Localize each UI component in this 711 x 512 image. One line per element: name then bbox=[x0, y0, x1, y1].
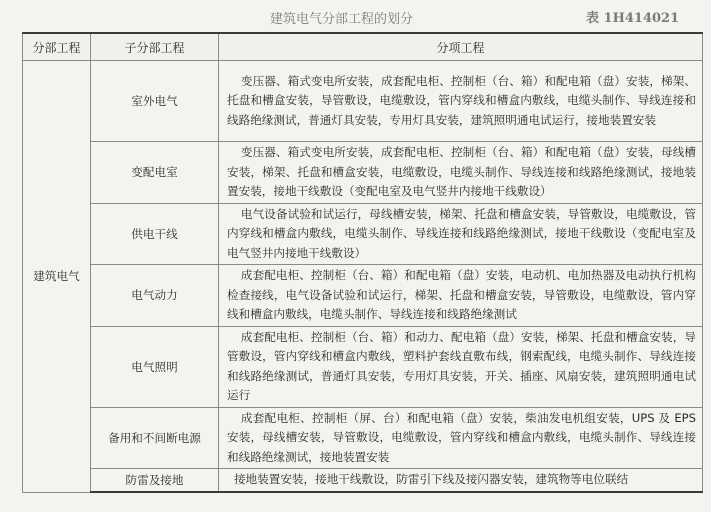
table-row bbox=[23, 407, 703, 469]
table-row bbox=[23, 203, 703, 265]
table-number: 表 1H414021 bbox=[586, 11, 680, 26]
division-table bbox=[22, 32, 703, 493]
items-cell: 成套配电柜、控制柜（台、箱）和配电箱（盘）安装，电动机、电加热器及电动执行机构检查接线，电气设备试验和试运行，梯架、托盘和槽盒安装，导管敷设，电缆敷设，管内穿线和槽盒内敷线，电缆头制作、导线连接和线路绝缘测试 bbox=[219, 265, 703, 327]
sub-division-cell: 室外电气 bbox=[91, 61, 219, 142]
table-caption bbox=[0, 0, 711, 30]
items-cell: 成套配电柜、控制柜（屏、台）和配电箱（盘）安装，柴油发电机组安装，UPS 及 EPS 安装，母线槽安装，导管敷设，电缆敷设，管内穿线和槽盒内敷线，电缆头制作、导线连接和线路绝缘测试，接地装置安装 bbox=[219, 407, 703, 469]
sub-division-cell: 供电干线 bbox=[91, 203, 219, 265]
header-row bbox=[23, 33, 703, 61]
items-cell: 电气设备试验和试运行，母线槽安装，梯架、托盘和槽盒安装，导管敷设，电缆敷设，管内穿线和槽盒内敷线，电缆头制作、导线连接和线路绝缘测试，接地干线敷设（变配电室及电气竖井内接地干线敷设） bbox=[219, 203, 703, 265]
header-items: 分项工程 bbox=[219, 33, 703, 61]
items-cell: 接地装置安装，接地干线敷设，防雷引下线及接闪器安装，建筑物等电位联结 bbox=[219, 469, 703, 493]
table-row bbox=[23, 265, 703, 327]
table-row bbox=[23, 61, 703, 142]
table-title: 建筑电气分部工程的划分 bbox=[270, 12, 414, 27]
header-division: 分部工程 bbox=[23, 33, 91, 61]
sub-division-cell: 电气动力 bbox=[91, 265, 219, 327]
division-cell: 建筑电气 bbox=[23, 61, 91, 493]
sub-division-cell: 变配电室 bbox=[91, 142, 219, 204]
table-row bbox=[23, 142, 703, 204]
header-sub-division: 子分部工程 bbox=[91, 33, 219, 61]
sub-division-cell: 电气照明 bbox=[91, 326, 219, 407]
items-cell: 变压器、箱式变电所安装，成套配电柜、控制柜（台、箱）和配电箱（盘）安装，母线槽安装，梯架、托盘和槽盒安装，电缆敷设，电缆头制作、导线连接和线路绝缘测试，接地装置安装，接地干线敷设（变配电室及电气竖井内接地干线敷设） bbox=[219, 142, 703, 204]
table-row bbox=[23, 326, 703, 407]
sub-division-cell: 备用和不间断电源 bbox=[91, 407, 219, 469]
items-cell: 成套配电柜、控制柜（台、箱）和动力、配电箱（盘）安装，梯架、托盘和槽盒安装，导管敷设，管内穿线和槽盒内敷线，塑料护套线直敷布线，钢索配线，电缆头制作、导线连接和线路绝缘测试，普通灯具安装，专用灯具安装，开关、插座、风扇安装，建筑照明通电试运行 bbox=[219, 326, 703, 407]
sub-division-cell: 防雷及接地 bbox=[91, 469, 219, 493]
items-cell: 变压器、箱式变电所安装，成套配电柜、控制柜（台、箱）和配电箱（盘）安装，梯架、托盘和槽盒安装，导管敷设，电缆敷设，管内穿线和槽盒内敷线，电缆头制作、导线连接和线路绝缘测试，普通灯具安装，专用灯具安装，建筑照明通电试运行，接地装置安装 bbox=[219, 61, 703, 142]
table-row bbox=[23, 469, 703, 493]
